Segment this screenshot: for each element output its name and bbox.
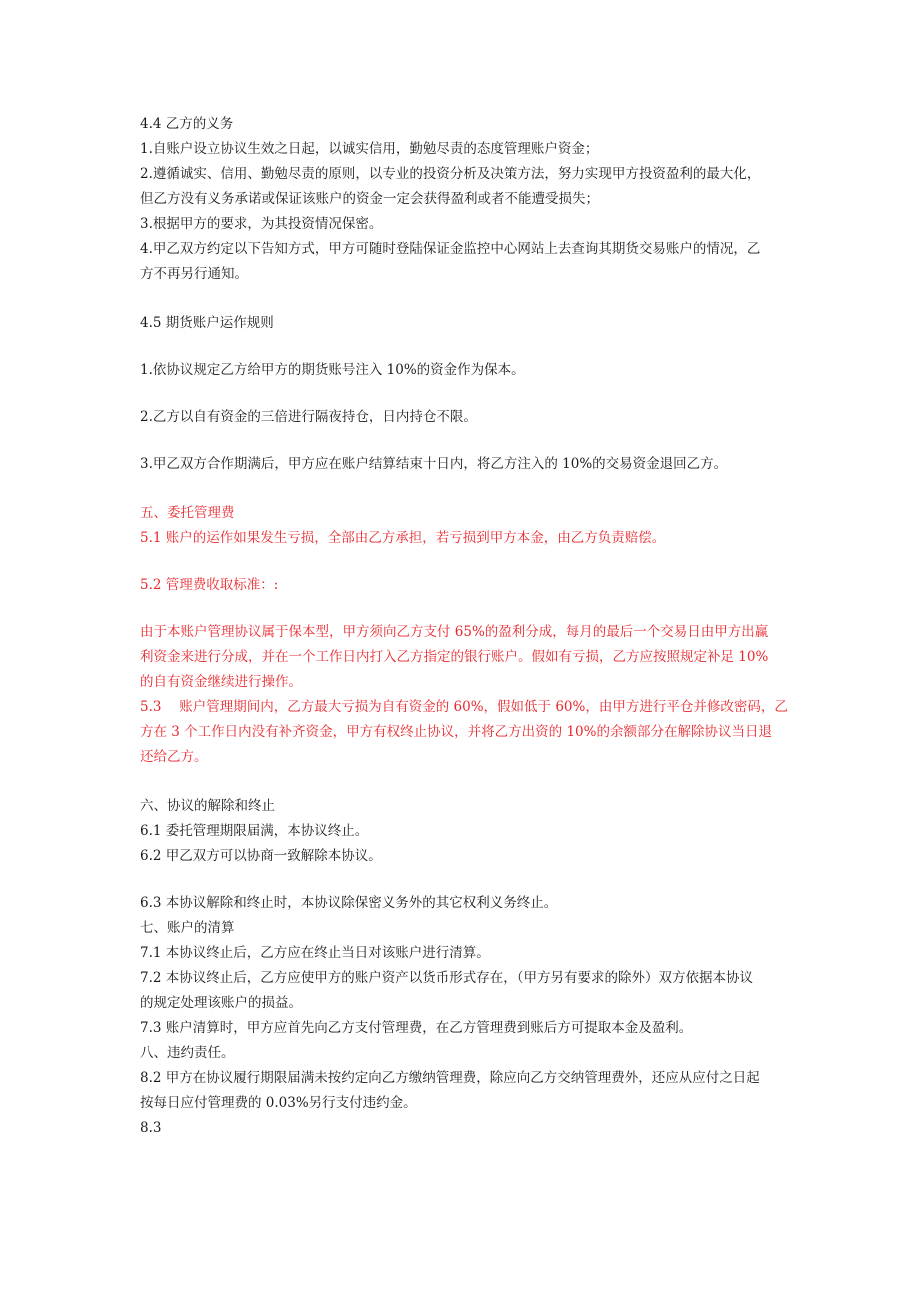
section-5-2-paragraph: 利资金来进行分成，并在一个工作日内打入乙方指定的银行账户。假如有亏损，乙方应按照规定补足 10% bbox=[140, 649, 769, 665]
section-6-item: 6.1 委托管理期限届满，本协议终止。 bbox=[140, 823, 369, 839]
section-8-item: 按每日应付管理费的 0.03%另行支付违约金。 bbox=[140, 1095, 417, 1111]
section-4-5-item: 2.乙方以自有资金的三倍进行隔夜持仓，日内持仓不限。 bbox=[140, 409, 477, 425]
section-4-4-item: 方不再另行通知。 bbox=[140, 266, 248, 282]
section-7-item: 7.1 本协议终止后，乙方应在终止当日对该账户进行清算。 bbox=[140, 945, 490, 961]
section-4-4-item: 但乙方没有义务承诺或保证该账户的资金一定会获得盈利或者不能遭受损失； bbox=[140, 191, 599, 207]
section-5-1: 5.1 账户的运作如果发生亏损，全部由乙方承担，若亏损到甲方本金，由乙方负责赔偿。 bbox=[140, 530, 666, 546]
section-4-4-item: 4.甲乙双方约定以下告知方式，甲方可随时登陆保证金监控中心网站上去查询其期货交易账户的情况，乙 bbox=[140, 241, 761, 257]
section-5-3: 方在 3 个工作日内没有补齐资金，甲方有权终止协议，并将乙方出资的 10%的余额部分在解除协议当日退 bbox=[140, 724, 772, 740]
section-7-heading: 七、账户的清算 bbox=[140, 920, 235, 936]
section-7-item: 7.2 本协议终止后，乙方应使甲方的账户资产以货币形式存在，（甲方另有要求的除外）双方依据本协议 bbox=[140, 970, 754, 986]
section-4-4-item: 3.根据甲方的要求，为其投资情况保密。 bbox=[140, 216, 383, 232]
section-5-heading: 五、委托管理费 bbox=[140, 505, 235, 521]
section-5-2-paragraph: 的自有资金继续进行操作。 bbox=[140, 674, 302, 690]
section-8-item: 8.3 bbox=[140, 1120, 162, 1136]
section-4-5-item: 3.甲乙双方合作期满后，甲方应在账户结算结束十日内，将乙方注入的 10%的交易资金退回乙方。 bbox=[140, 456, 728, 472]
section-5-2-paragraph: 由于本账户管理协议属于保本型，甲方须向乙方支付 65%的盈利分成，每月的最后一个交易日由甲方出赢 bbox=[140, 624, 769, 640]
document-page bbox=[140, 112, 790, 1141]
section-6-heading: 六、协议的解除和终止 bbox=[140, 798, 275, 814]
section-4-5-item: 1.依协议规定乙方给甲方的期货账号注入 10%的资金作为保本。 bbox=[140, 362, 525, 378]
section-4-4-item: 1.自账户设立协议生效之日起，以诚实信用，勤勉尽责的态度管理账户资金； bbox=[140, 141, 599, 157]
section-7-item: 的规定处理该账户的损益。 bbox=[140, 995, 302, 1011]
section-4-5-heading: 4.5 期货账户运作规则 bbox=[140, 315, 274, 331]
section-5-2: 5.2 管理费收取标准：: bbox=[140, 577, 279, 593]
section-8-item: 8.2 甲方在协议履行期限届满未按约定向乙方缴纳管理费，除应向乙方交纳管理费外，还应从应付之日起 bbox=[140, 1070, 760, 1086]
section-5-3: 5.3 账户管理期间内，乙方最大亏损为自有资金的 60%，假如低于 60%，由甲方进行平仓并修改密码，乙 bbox=[140, 699, 788, 715]
section-6-3: 6.3 本协议解除和终止时，本协议除保密义务外的其它权利义务终止。 bbox=[140, 895, 558, 911]
section-4-4-heading: 4.4 乙方的义务 bbox=[140, 116, 234, 132]
section-6-item: 6.2 甲乙双方可以协商一致解除本协议。 bbox=[140, 848, 382, 864]
section-7-item: 7.3 账户清算时，甲方应首先向乙方支付管理费，在乙方管理费到账后方可提取本金及盈利。 bbox=[140, 1020, 693, 1036]
section-5-3: 还给乙方。 bbox=[140, 749, 208, 765]
section-8-heading: 八、违约责任。 bbox=[140, 1045, 235, 1061]
section-4-4-item: 2.遵循诚实、信用、勤勉尽责的原则，以专业的投资分析及决策方法，努力实现甲方投资盈利的最大化， bbox=[140, 166, 761, 182]
